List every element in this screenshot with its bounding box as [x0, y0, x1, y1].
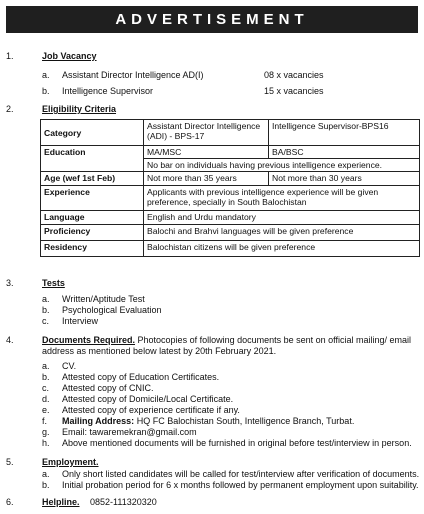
- item-text: Only short listed candidates will be called for test/interview after verification of documents.: [62, 469, 420, 479]
- item-text: Written/Aptitude Test: [62, 294, 145, 304]
- item-text: Attested copy of experience certificate if any.: [62, 405, 240, 415]
- proficiency-text: Balochi and Brahvi languages will be given preference: [144, 225, 420, 241]
- experience-label: Experience: [41, 186, 144, 211]
- category-label: Category: [41, 120, 144, 146]
- advertisement-page: [0, 6, 424, 514]
- mailing-address-label: Mailing Address:: [62, 416, 135, 426]
- section-number: 2.: [6, 104, 14, 114]
- item-letter: g.: [42, 427, 50, 437]
- item-letter: a.: [42, 294, 50, 304]
- section-number: 6.: [6, 497, 14, 507]
- vacancy-count: 15 x vacancies: [264, 86, 324, 96]
- eligibility-table: [40, 119, 420, 257]
- section-number: 4.: [6, 335, 14, 345]
- helpline-phone: 0852-111320320: [90, 497, 157, 507]
- section-number: 3.: [6, 278, 14, 288]
- job-vacancy-heading: Job Vacancy: [42, 51, 97, 61]
- education-note: No bar on individuals having previous intelligence experience.: [144, 159, 420, 172]
- item-text: CV.: [62, 361, 77, 371]
- mailing-address-value: HQ FC Balochistan South, Intelligence Branch, Turbat.: [136, 416, 355, 426]
- item-letter: d.: [42, 394, 50, 404]
- age-adi: Not more than 35 years: [144, 172, 269, 186]
- experience-text: Applicants with previous intelligence experience will be given preference, specially in South Balochistan: [144, 186, 420, 211]
- item-text: Attested copy of CNIC.: [62, 383, 154, 393]
- language-label: Language: [41, 211, 144, 225]
- item-letter: b.: [42, 372, 50, 382]
- proficiency-label: Proficiency: [41, 225, 144, 241]
- item-text: Initial probation period for 6 x months followed by permanent employment upon suitability.: [62, 480, 419, 490]
- vacancy-letter: b.: [42, 86, 50, 96]
- vacancy-post: Assistant Director Intelligence AD(I): [62, 70, 204, 80]
- helpline-heading: Helpline.: [42, 497, 80, 507]
- item-letter: h.: [42, 438, 50, 448]
- education-label: Education: [41, 146, 144, 172]
- adi-header: Assistant Director Intelligence (ADI) - BPS-17: [144, 120, 269, 146]
- item-letter: e.: [42, 405, 50, 415]
- language-text: English and Urdu mandatory: [144, 211, 420, 225]
- supervisor-header: Intelligence Supervisor-BPS16: [269, 120, 420, 146]
- advertisement-banner: ADVERTISEMENT: [6, 6, 418, 33]
- item-letter: b.: [42, 480, 50, 490]
- item-letter: a.: [42, 361, 50, 371]
- employment-heading: Employment.: [42, 457, 99, 467]
- documents-heading: Documents Required.: [42, 335, 136, 345]
- residency-label: Residency: [41, 241, 144, 257]
- documents-intro-text: Photocopies of following documents be sent on official mailing/ email address as mentioned below latest by 20th February 2021.: [42, 335, 412, 356]
- vacancy-letter: a.: [42, 70, 50, 80]
- age-supervisor: Not more than 30 years: [269, 172, 420, 186]
- email-text: Email: tawaremekran@gmail.com: [62, 427, 197, 437]
- eligibility-heading: Eligibility Criteria: [42, 104, 117, 114]
- item-letter: c.: [42, 383, 50, 393]
- tests-heading: Tests: [42, 278, 65, 288]
- mailing-address: [62, 416, 354, 427]
- section-number: 1.: [6, 51, 14, 61]
- item-text: Psychological Evaluation: [62, 305, 162, 315]
- vacancy-post: Intelligence Supervisor: [62, 86, 154, 96]
- item-letter: f.: [42, 416, 48, 426]
- residency-text: Balochistan citizens will be given preference: [144, 241, 420, 257]
- item-text: Interview: [62, 316, 99, 326]
- section-number: 5.: [6, 457, 14, 467]
- item-text: Above mentioned documents will be furnished in original before test/interview in person.: [62, 438, 412, 448]
- education-adi: MA/MSC: [144, 146, 269, 159]
- item-letter: c.: [42, 316, 50, 326]
- item-letter: a.: [42, 469, 50, 479]
- item-letter: b.: [42, 305, 50, 315]
- item-text: Attested copy of Education Certificates.: [62, 372, 220, 382]
- documents-intro: [42, 335, 418, 357]
- vacancy-count: 08 x vacancies: [264, 70, 324, 80]
- education-supervisor: BA/BSC: [269, 146, 420, 159]
- age-label: Age (wef 1st Feb): [41, 172, 144, 186]
- item-text: Attested copy of Domicile/Local Certificate.: [62, 394, 234, 404]
